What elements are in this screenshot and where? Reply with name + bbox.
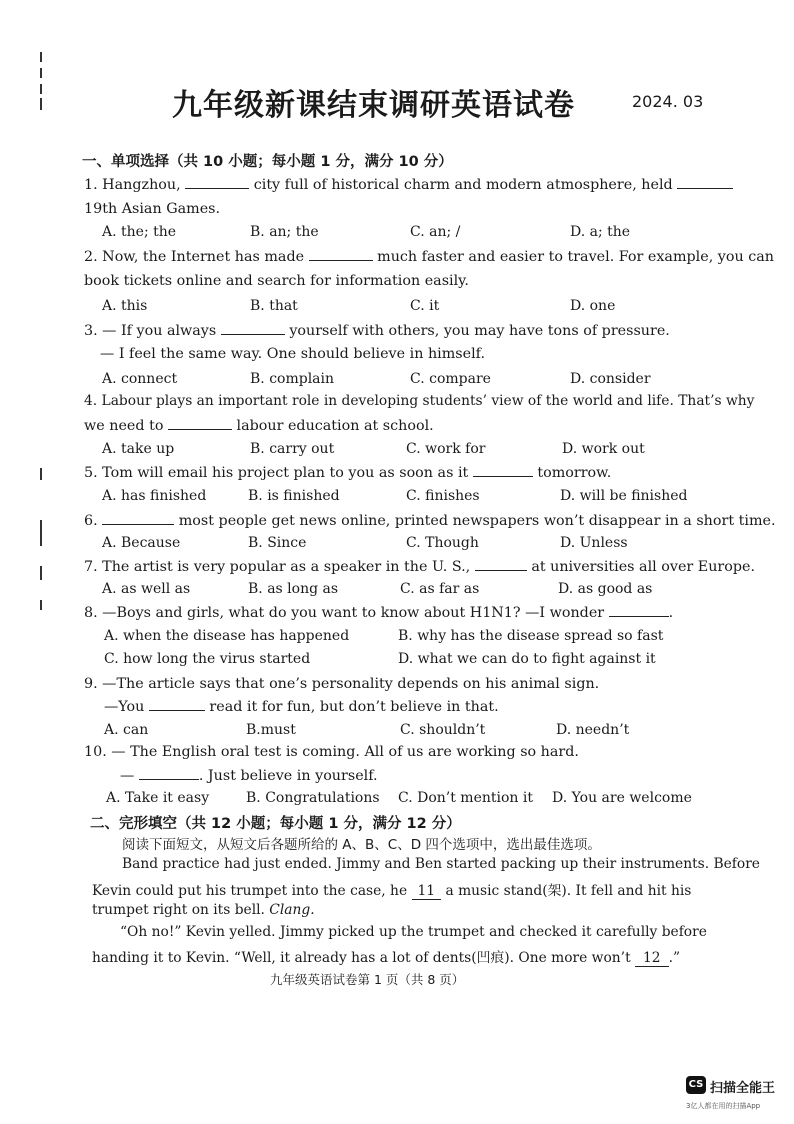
q6-option-c: C. Though bbox=[406, 535, 479, 551]
q10-text: 10. — The English oral test is coming. All of us are working so hard. bbox=[84, 744, 579, 760]
question-3 bbox=[84, 322, 670, 339]
q3-option-b: B. complain bbox=[250, 371, 335, 387]
q4-option-d: D. work out bbox=[562, 441, 645, 457]
q1-text: 19th Asian Games. bbox=[84, 201, 221, 217]
passage-text: a music stand(架). It fell and hit his bbox=[445, 883, 692, 899]
q7-option-c: C. as far as bbox=[400, 581, 480, 597]
q7-text: at universities all over Europe. bbox=[531, 559, 756, 575]
question-6 bbox=[84, 512, 776, 529]
answer-blank bbox=[102, 512, 174, 525]
q9-text: 9. —The article says that one’s personality depends on his animal sign. bbox=[84, 676, 600, 692]
section-2-instruction: 阅读下面短文，从短文后各题所给的 A、B、C、D 四个选项中，选出最佳选项。 bbox=[122, 837, 601, 853]
q9-option-c: C. shouldn’t bbox=[400, 722, 486, 738]
passage-line bbox=[92, 902, 315, 918]
question-2 bbox=[84, 248, 774, 265]
q6-option-d: D. Unless bbox=[560, 535, 628, 551]
passage-text: Clang. bbox=[269, 902, 315, 918]
question-7 bbox=[84, 558, 755, 575]
passage-line bbox=[92, 879, 691, 899]
question-10 bbox=[120, 767, 378, 784]
watermark-name: 扫描全能王 bbox=[710, 1081, 776, 1096]
binding-mark bbox=[40, 600, 42, 610]
answer-blank bbox=[221, 322, 285, 335]
section-2-heading: 二、完形填空（共 12 小题；每小题 1 分，满分 12 分） bbox=[90, 816, 461, 832]
exam-date: 2024. 03 bbox=[632, 92, 704, 111]
q2-option-b: B. that bbox=[250, 298, 298, 314]
q3-text: — I feel the same way. One should believe in himself. bbox=[100, 346, 485, 362]
q7-option-b: B. as long as bbox=[248, 581, 339, 597]
page-title: 九年级新课结束调研英语试卷 bbox=[172, 88, 575, 123]
answer-blank bbox=[473, 464, 533, 477]
q2-text: book tickets online and search for information easily. bbox=[84, 273, 469, 289]
passage-text: Kevin could put his trumpet into the case, he bbox=[92, 883, 408, 899]
answer-blank bbox=[309, 248, 373, 261]
q8-option-b: B. why has the disease spread so fast bbox=[398, 628, 664, 644]
q2-option-d: D. one bbox=[570, 298, 616, 314]
q4-text: we need to bbox=[84, 418, 164, 434]
q5-text: 5. Tom will email his project plan to you as soon as it bbox=[84, 465, 469, 481]
q1-option-a: A. the; the bbox=[102, 224, 177, 240]
q4-text: 4. Labour plays an important role in developing students’ view of the world and life. That’s why bbox=[84, 393, 755, 409]
answer-blank bbox=[677, 176, 733, 189]
q6-option-b: B. Since bbox=[248, 535, 307, 551]
question-9 bbox=[104, 698, 499, 715]
q3-option-d: D. consider bbox=[570, 371, 651, 387]
passage-line: “Oh no!” Kevin yelled. Jimmy picked up the trumpet and checked it carefully before bbox=[120, 924, 707, 940]
q1-option-c: C. an; / bbox=[410, 224, 461, 240]
binding-mark bbox=[40, 520, 42, 546]
q9-text: read it for fun, but don’t believe in that. bbox=[209, 699, 499, 715]
binding-mark bbox=[40, 68, 42, 78]
q6-option-a: A. Because bbox=[102, 535, 181, 551]
question-4 bbox=[84, 417, 434, 434]
q5-option-b: B. is finished bbox=[248, 488, 340, 504]
q2-option-c: C. it bbox=[410, 298, 440, 314]
binding-mark bbox=[40, 52, 42, 62]
binding-mark bbox=[40, 98, 42, 110]
passage-text: .” bbox=[668, 950, 681, 966]
q8-option-a: A. when the disease has happened bbox=[104, 628, 350, 644]
section-1-heading: 一、单项选择（共 10 小题；每小题 1 分，满分 10 分） bbox=[82, 154, 453, 170]
answer-blank bbox=[609, 604, 669, 617]
q4-text: labour education at school. bbox=[236, 418, 434, 434]
answer-blank bbox=[149, 698, 205, 711]
passage-text: trumpet right on its bell. bbox=[92, 902, 265, 918]
page-footer: 九年级英语试卷第 1 页（共 8 页） bbox=[270, 972, 465, 987]
q5-option-a: A. has finished bbox=[102, 488, 207, 504]
q2-text: 2. Now, the Internet has made bbox=[84, 249, 305, 265]
q10-option-d: D. You are welcome bbox=[552, 790, 692, 806]
q3-option-a: A. connect bbox=[102, 371, 178, 387]
q3-text: 3. — If you always bbox=[84, 323, 217, 339]
q9-text: —You bbox=[104, 699, 145, 715]
question-1 bbox=[84, 176, 733, 193]
q5-text: tomorrow. bbox=[537, 465, 612, 481]
q1-option-b: B. an; the bbox=[250, 224, 319, 240]
answer-blank bbox=[168, 417, 232, 430]
q9-option-d: D. needn’t bbox=[556, 722, 630, 738]
q3-text: yourself with others, you may have tons of pressure. bbox=[289, 323, 670, 339]
q7-option-d: D. as good as bbox=[558, 581, 653, 597]
q9-option-a: A. can bbox=[104, 722, 149, 738]
q8-text: 8. —Boys and girls, what do you want to know about H1N1? bbox=[84, 605, 521, 621]
q1-text: 1. Hangzhou, bbox=[84, 177, 181, 193]
camscanner-logo-icon: CS bbox=[686, 1076, 706, 1094]
q4-option-c: C. work for bbox=[406, 441, 486, 457]
q1-option-d: D. a; the bbox=[570, 224, 631, 240]
q7-text: 7. The artist is very popular as a speaker in the U. S., bbox=[84, 559, 471, 575]
answer-blank bbox=[139, 767, 199, 780]
q2-text: much faster and easier to travel. For example, you can bbox=[377, 249, 774, 265]
q2-option-a: A. this bbox=[102, 298, 148, 314]
question-5 bbox=[84, 464, 611, 481]
q10-text: — bbox=[120, 768, 135, 784]
q10-text: . Just believe in yourself. bbox=[198, 768, 378, 784]
binding-mark bbox=[40, 468, 42, 480]
watermark-subtitle: 3亿人都在用的扫描App bbox=[686, 1102, 761, 1110]
binding-mark bbox=[40, 566, 42, 580]
q6-text: 6. bbox=[84, 513, 98, 529]
blank-12: 12 bbox=[635, 950, 669, 967]
q8-option-c: C. how long the virus started bbox=[104, 651, 311, 667]
q1-text: city full of historical charm and modern atmosphere, held bbox=[253, 177, 673, 193]
blank-11: 11 bbox=[412, 883, 442, 900]
q8-text: —I wonder bbox=[525, 605, 605, 621]
binding-mark bbox=[40, 84, 42, 94]
q5-option-d: D. will be finished bbox=[560, 488, 688, 504]
passage-line: Band practice had just ended. Jimmy and Ben started packing up their instruments. Before bbox=[122, 856, 760, 872]
q8-option-d: D. what we can do to fight against it bbox=[398, 651, 656, 667]
q7-option-a: A. as well as bbox=[102, 581, 191, 597]
q10-option-b: B. Congratulations bbox=[246, 790, 380, 806]
q10-option-a: A. Take it easy bbox=[106, 790, 210, 806]
answer-blank bbox=[185, 176, 249, 189]
passage-text: handing it to Kevin. “Well, it already has a lot of dents(凹痕). One more won’t bbox=[92, 950, 631, 966]
q4-option-a: A. take up bbox=[102, 441, 175, 457]
q4-option-b: B. carry out bbox=[250, 441, 335, 457]
q6-text: most people get news online, printed newspapers won’t disappear in a short time. bbox=[178, 513, 776, 529]
question-8 bbox=[84, 604, 673, 621]
q10-option-c: C. Don’t mention it bbox=[398, 790, 533, 806]
q9-option-b: B.must bbox=[246, 722, 296, 738]
answer-blank bbox=[475, 558, 527, 571]
q3-option-c: C. compare bbox=[410, 371, 491, 387]
q5-option-c: C. finishes bbox=[406, 488, 480, 504]
passage-line bbox=[92, 946, 680, 966]
q8-text: . bbox=[668, 605, 674, 621]
